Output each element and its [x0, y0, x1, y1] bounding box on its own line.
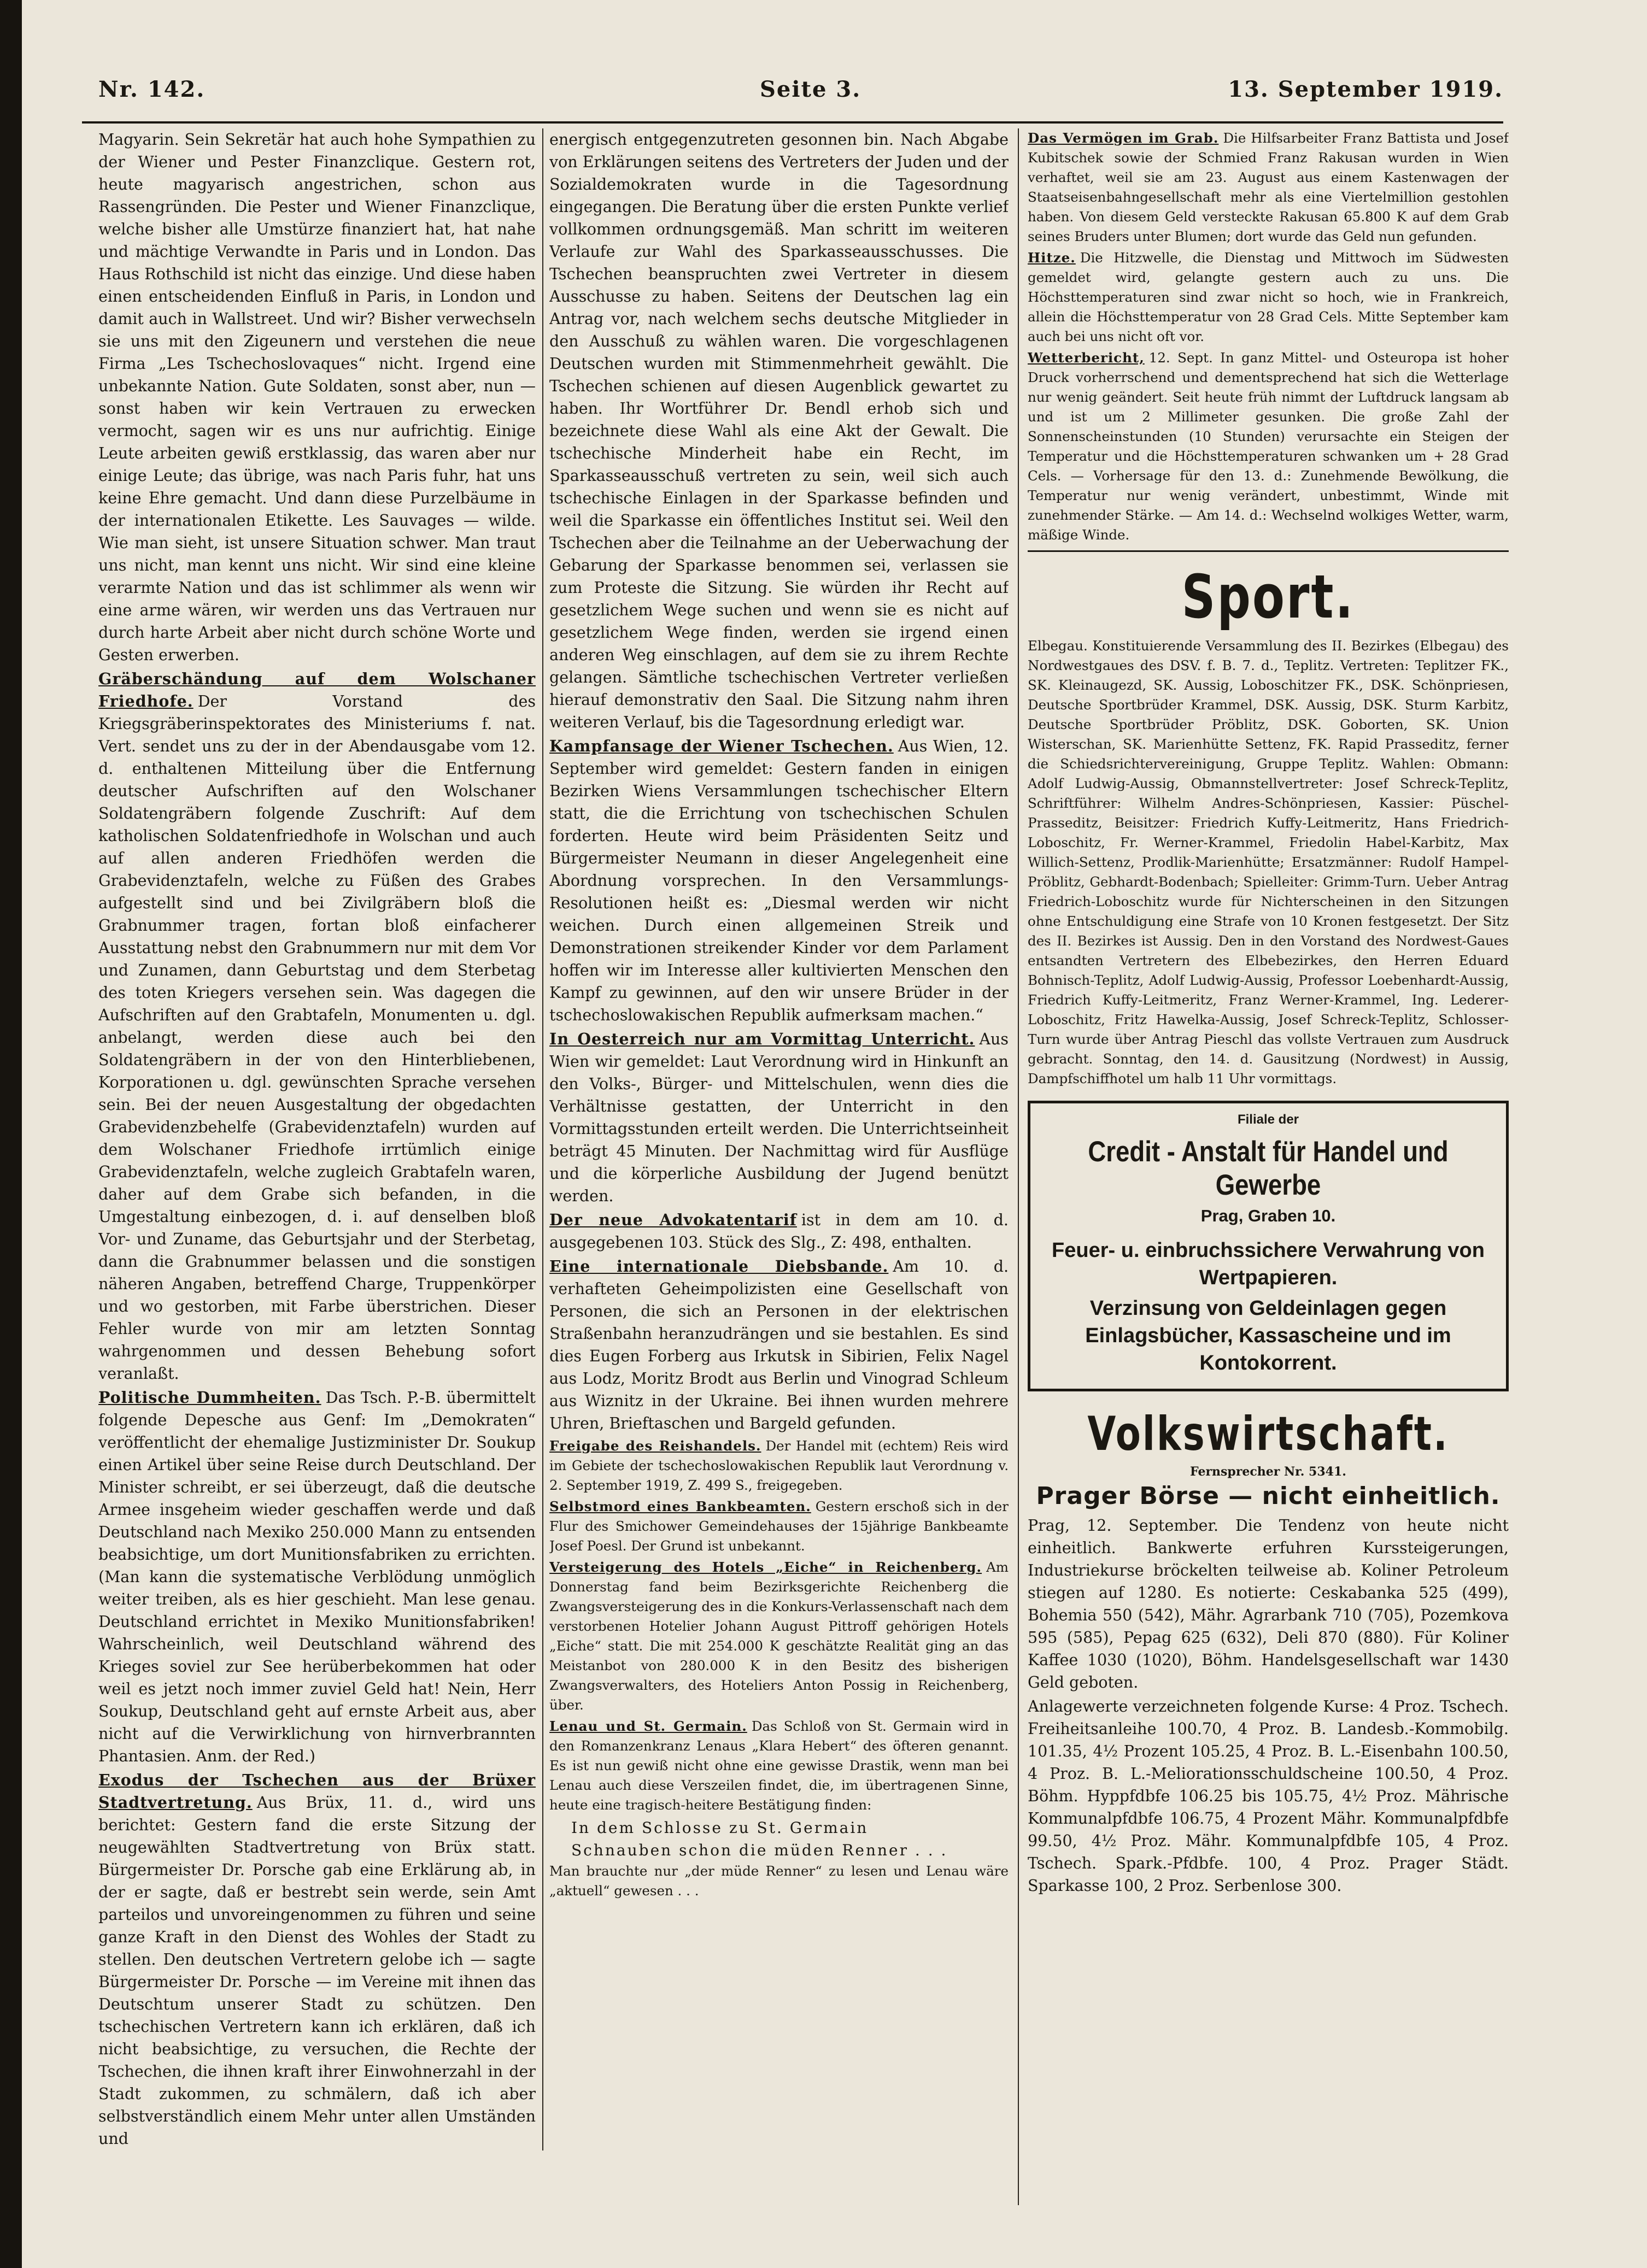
- article: [549, 1255, 1009, 1435]
- article-heading: Eine internationale Diebsbande.: [549, 1257, 889, 1276]
- column-right: [1028, 128, 1509, 2216]
- article-heading: In Oesterreich nur am Vormittag Unterricht.: [549, 1030, 975, 1048]
- article-body: Die Hilfsarbeiter Franz Battista und Josef Kubitschek sowie der Schmied Franz Rakusan wurden in Wien verhaftet, weil sie am 23. August aus einem Kastenwagen der Staatseisenbahngesellschaft mehr als eine Viertelmillion gestohlen haben. Von diesem Geld versteckte Rakusan 65.800 K auf dem Grab seines Bruders unter Blumen; dort wurde das Geld nun gefunden.: [1028, 130, 1509, 244]
- article-body: Am Donnerstag fand beim Bezirksgerichte Reichenberg die Zwangsversteigerung des in die Konkurs-Verlassenschaft nach dem verstorbenen Hotelier Johann August Pittroff gehörigen Hotels „Eiche“ statt. Die mit 254.000 K geschätzte Realität ging an das Meistanbot von 280.000 K in den Besitz des bisherigen Zwangsverwalters, des Hoteliers Anton Possig in Reichenberg, über.: [549, 1559, 1009, 1713]
- article-body: Man brauchte nur „der müde Renner“ zu lesen und Lenau wäre „aktuell“ gewesen . . .: [549, 1863, 1009, 1899]
- issue-date: 13. September 1919.: [1228, 77, 1503, 102]
- page-header: [82, 77, 1503, 115]
- article-heading: Lenau und St. Germain.: [549, 1718, 747, 1734]
- article-body: ist in dem am 10. d. ausgegebenen 103. Stück des Slg., Z: 498, enthalten.: [549, 1211, 1009, 1251]
- ad-service-interest: Verzinsung von Geldeinlagen gegen Einlagsbücher, Kassascheine und im Kontokorrent.: [1085, 1297, 1451, 1374]
- stock-exchange-headline: Prager Börse — nicht einheitlich.: [1036, 1482, 1501, 1510]
- article-heading: Wetterbericht,: [1028, 350, 1145, 366]
- article: [549, 1436, 1009, 1495]
- article: [1028, 348, 1509, 545]
- poem-line: In dem Schlosse zu St. Germain: [571, 1819, 869, 1837]
- article-heading: Selbstmord eines Bankbeamten.: [549, 1499, 811, 1514]
- column-left: [98, 128, 536, 2151]
- article: [549, 128, 1009, 733]
- ad-bank-name: Credit - Anstalt für Handel und Gewerbe: [1088, 1136, 1449, 1201]
- article-body: Das Tsch. P.-B. übermittelt folgende Depesche aus Genf: Im „Demokraten“ veröffentlicht der ehemalige Justizminister Dr. Soukup einen Artikel über seine Reise durch Deutschland. Der Minister schreibt, er sei überzeugt, daß die deutsche Armee insgeheim wieder geschaffen werde und daß Deutschland nach Mexiko 250.000 Mann zu entsenden beabsichtige, um dort Munitionsfabriken zu errichten. (Man kann die systematische Verblödung unmöglich weiter treiben, als es hier geschieht. Man lese genau. Deutschland errichtet in Mexiko Munitionsfabriken! Wahrscheinlich, weil Deutschland während des Krieges soviel zur See herüberbekommen hat oder weil es jetzt noch immer zuviel Geld hat! Nein, Herr Soukup, Deutschland geht auf ernste Arbeit aus, aber nicht auf die Verwirklichung von hirnverbrannten Phantasien. Anm. der Red.): [98, 1389, 536, 1765]
- article-body: Der Vorstand des Kriegsgräberinspektorates des Ministeriums f. nat. Vert. sendet uns zu der in der Abendausgabe vom 12. d. enthaltenen Mitteilung über die Entfernung deutscher Aufschriften auf den Wolschaner Soldatengräbern folgende Zuschrift: Auf dem katholischen Soldatenfriedhofe in Wolschan und auch auf allen anderen Friedhöfen werden die Grabevidenztafeln, welche zu Füßen des Grabes aufgestellt sind und bei Zivilgräbern bloß die Grabnummer tragen, fortan bloß einfacherer Ausstattung nebst den Grabnummern nur mit dem Vor und Zunamen, dann Geburtstag und dem Sterbetag des toten Kriegers versehen sein. Was dagegen die Aufschriften auf den Grabtafeln, Monumenten u. dgl. anbelangt, werden diese auch bei den Soldatengräbern in der von den Hinterbliebenen, Korporationen u. dgl. gewünschten Sprache versehen sein. Bei der neuen Ausgestaltung der obgedachten Grabevidenzbehelfe (Grabevidenztafeln) wurden auf dem Wolschaner Friedhofe irrtümlich einige Grabevidenztafeln, welche zugleich Grabtafeln waren, daher auf dem Grabe sich befanden, in die Umgestaltung einbezogen, d. i. auf denselben bloß Vor- und Zuname, das Geburtsjahr und der Sterbetag, dann die Grabnummer belassen und die sonstigen näheren Angaben, betreffend Charge, Truppenkörper und wo gestorben, mit Farbe überstrichen. Dieser Fehler wurde von mir am letzten Sonntag wahrgenommen und dessen Behebung sofort veranlaßt.: [98, 692, 536, 1383]
- local-news: [1028, 128, 1509, 545]
- column-rule: [542, 128, 543, 2151]
- sport-title: Sport.: [1181, 562, 1355, 632]
- article: [549, 1558, 1009, 1715]
- article-body: Magyarin. Sein Sekretär hat auch hohe Sympathien zu der Wiener und Pester Finanzclique. Gestern rot, heute magyarisch angestrichen, schon aus Rassengründen. Die Pester und Wiener Finanzclique, welche bisher alle Umstürze finanziert hat, hat nahe und mächtige Verwandte in Paris und in London. Das Haus Rothschild ist nicht das einzige. Und diese haben einen entscheidenden Einfluß in Paris, in London und damit auch in Wallstreet. Und wir? Bisher verwechseln sie uns mit den Zigeunern und verstehen die neue Firma „Les Tschechoslovaques“ nicht. Irgend eine unbekannte Nation. Gute Soldaten, sonst aber, nun — sonst haben wir kein Vertrauen zu erwecken vermocht, sagen wir es uns nur aufrichtig. Einige Leute arbeiten gewiß erstklassig, das waren aber nur einige Leute; das übrige, was nach Paris fuhr, hat uns keine Ehre gemacht. Und dann diese Purzelbäume in der internationalen Etikette. Les Sauvages — wilde. Wie man sieht, ist unsere Situation schwer. Man traut uns nicht, man kennt uns nicht. Wir sind eine kleine verarmte Nation und das ist schlimmer als wenn wir eine arme wären, wir werden uns das Vertrauen nur durch harte Arbeit aber nicht durch schöne Worte und Gesten erwerben.: [98, 131, 536, 664]
- article: [549, 1861, 1009, 1901]
- section-rule: [1028, 550, 1509, 552]
- bond-quotes: Anlagewerte verzeichneten folgende Kurse: 4 Proz. Tschech. Freiheitsanleihe 100.70, 4 Proz. B. Landesb.-Kommobilg. 101.35, 4½ Prozent 105.25, 4 Proz. B. L.-Eisenbahn 100.50, 4 Proz. B. L.-Meliorationsschuldscheine 100.50, 4 Proz. Böhm. Hyppfdbfe 106.25 bis 105.75, 4½ Proz. Mährische Kommunalpfdbfe 106.75, 4 Prozent Mähr. Kommunalpfdbfe 99.50, 4½ Proz. Mähr. Kommunalpfdbfe 105, 4 Proz. Tschech. Spark.-Pfdbfe. 100, 4 Proz. Prager Städt. Sparkasse 100, 2 Proz. Serbenlose 300.: [1028, 1697, 1509, 1895]
- issue-number: Nr. 142.: [98, 77, 206, 102]
- article-body: Am 10. d. verhafteten Geheimpolizisten eine Gesellschaft von Personen, die sich an Personen in der elektrischen Straßenbahn heranzudrängen und sie bestahlen. Es sind dies Eugen Forberg aus Irkutsk in Sibirien, Felix Nagel aus Lodz, Moritz Brodt aus Berlin und Vinograd Schleum aus Wiznitz in der Ukraine. Bei ihnen wurden mehrere Uhren, Brieftaschen und Bargeld gefunden.: [549, 1258, 1009, 1432]
- ad-address: Prag, Graben 10.: [1200, 1206, 1336, 1225]
- article-body: Aus Wien, 12. September wird gemeldet: Gestern fanden in einigen Bezirken Wiens Versammlungen tschechischer Eltern statt, die die Errichtung von tschechischen Schulen forderten. Heute wird beim Präsidenten Seitz und Bürgermeister Neumann in dieser Angelegenheit eine Abordnung vorsprechen. In den Versammlungs-Resolutionen heißt es: „Diesmal werden wir nicht weichen. Durch einen allgemeinen Streik und Demonstrationen streikender Kinder vor dem Parlament hoffen wir im Interesse aller kultivierten Menschen den Kampf zu gewinnen, auf den wir unsere Brüder in der tschechoslowakischen Republik aufmerksam machen.“: [549, 737, 1009, 1024]
- article: [98, 128, 536, 666]
- page-number: Seite 3.: [760, 77, 861, 102]
- article-body: Das Schloß von St. Germain wird in den Romanzenkranz Lenaus „Klara Hebert“ des öfteren genannt. Es ist nun gewiß nicht ohne eine gewisse Drastik, wenn man bei Lenau auch diese Verszeilen findet, die, im übertragenen Sinne, heute eine tragisch-heitere Bestätigung finden:: [549, 1718, 1009, 1813]
- article: [98, 1386, 536, 1767]
- article-heading: Der neue Advokatentarif: [549, 1211, 797, 1229]
- article-heading: Politische Dummheiten.: [98, 1388, 321, 1407]
- economy-title: Volkswirtschaft.: [1087, 1407, 1449, 1461]
- article-heading: Exodus der Tschechen aus der Brüxer Stadtvertretung.: [98, 1771, 536, 1812]
- article-heading: Kampfansage der Wiener Tschechen.: [549, 737, 894, 755]
- article: [549, 1497, 1009, 1556]
- article-body: 12. Sept. In ganz Mittel- und Osteuropa ist hoher Druck vorherrschend und dementsprechend hat sich die Wetterlage nur wenig geändert. Seit heute früh nimmt der Luftdruck langsam ab und ist um 2 Millimeter gesunken. Die große Zahl der Sonnenscheinstunden (10 Stunden) verursachte ein Steigen der Temperatur und die Höchsttemperaturen schwanken um + 28 Grad Cels. — Vorhersage für den 13. d.: Zunehmende Bewölkung, die Temperatur nur wenig verändert, unbestimmt, Winde mit zunehmender Stärke. — Am 14. d.: Wechselnd wolkiges Wetter, warm, mäßige Winde.: [1028, 350, 1509, 543]
- header-rule: [82, 121, 1503, 124]
- article-heading: Das Vermögen im Grab.: [1028, 130, 1219, 146]
- bank-advertisement: [1028, 1101, 1509, 1391]
- article-heading: Gräberschändung auf dem Wolschaner Friedhofe.: [98, 669, 536, 710]
- article-body: Die Hitzwelle, die Dienstag und Mittwoch im Südwesten gemeldet wird, gelangte gestern auch zu uns. Die Höchsttemperaturen sind zwar nicht so hoch, wie in Frankreich, allein die Höchsttemperatur von 28 Grad Cels. Mitte September kam auch bei uns nicht oft vor.: [1028, 250, 1509, 344]
- ad-service-safekeeping: Feuer- u. einbruchssichere Verwahrung von Wertpapieren.: [1052, 1239, 1485, 1289]
- article-body: Der Handel mit (echtem) Reis wird im Gebiete der tschechoslowakischen Republik laut Verordnung v. 2. September 1919, Z. 499 S., freigegeben.: [549, 1438, 1009, 1493]
- stock-report: Prag, 12. September. Die Tendenz von heute nicht einheitlich. Bankwerte erfuhren Kurssteigerungen, Industriekurse bröckelten teilweise ab. Koliner Petroleum stiegen auf 1280. Es notierte: Ceskabanka 525 (499), Bohemia 550 (542), Mähr. Agrarbank 710 (705), Pozemkova 595 (585), Pepag 625 (632), Deli 870 (880). Für Koliner Kaffee 1030 (1020), Böhm. Handelsgesellschaft war 1430 Geld geboten.: [1028, 1517, 1509, 1691]
- article: [1028, 128, 1509, 246]
- article-body: Aus Wien wir gemeldet: Laut Verordnung wird in Hinkunft an den Volks-, Bürger- und Mittelschulen, wenn dies die Verhältnisse gestatten, der Unterricht in den Vormittagsstunden erteilt werden. Die Unterrichtseinheit beträgt 45 Minuten. Der Nachmittag wird für Ausflüge und die körperliche Ausbildung der Jugend benützt werden.: [549, 1030, 1009, 1205]
- article-heading: Versteigerung des Hotels „Eiche“ in Reichenberg.: [549, 1559, 982, 1575]
- article: [1028, 248, 1509, 346]
- article: [549, 1028, 1009, 1207]
- article-body: Aus Brüx, 11. d., wird uns berichtet: Gestern fand die erste Sitzung der neugewählten Stadtvertretung von Brüx statt. Bürgermeister Dr. Porsche gab eine Erklärung ab, in der er sagte, daß er bestrebt sein werde, sein Amt parteilos und unvoreingenommen zu führen und seine ganze Kraft in den Dienst des Wohles der Stadt zu stellen. Den deutschen Vertretern gelobe ich — sagte Bürgermeister Dr. Porsche — im Vereine mit ihnen das Deutschtum unserer Stadt zu schützen. Den tschechischen Vertretern kann ich erklären, daß ich nicht beabsichtige, zu versuchen, die Rechte der Tschechen, die ihnen kraft ihrer Einwohnerzahl in der Stadt zukommen, zu schmälern, daß ich aber selbstverständlich einem Mehr unter allen Umständen und: [98, 1794, 536, 2148]
- article-body: Gestern erschoß sich in der Flur des Smichower Gemeindehauses der 15jährige Bankbeamte Josef Poesl. Der Grund ist unbekannt.: [549, 1499, 1009, 1554]
- column-rule: [1018, 128, 1019, 2205]
- article: [549, 1209, 1009, 1254]
- article: [549, 735, 1009, 1026]
- column-middle: [549, 128, 1009, 2019]
- ad-branch: Filiale der: [1237, 1112, 1299, 1127]
- sport-article: Elbegau. Konstituierende Versammlung des II. Bezirkes (Elbegau) des Nordwestgaues des DSV. f. B. 7. d., Teplitz. Vertreten: Teplitzer FK., SK. Kleinaugezd, SK. Aussig, Loboschitzer FK., DSK. Schönpriesen, Deutsche Sportbrüder Krammel, DSK. Aussig, DSK. Sturm Karbitz, Deutsche Sportbrüder Pröblitz, DSK. Goborten, SK. Union Wisterschan, SK. Marienhütte Settenz, FK. Rapid Prasseditz, ferner die Schiedsrichtervereinigung, Gruppe Teplitz. Wahlen: Obmann: Adolf Ludwig-Aussig, Obmannstellvertreter: Josef Schreck-Teplitz, Schriftführer: Wilhelm Andres-Schönpriesen, Kassier: Püschel-Prasseditz, Beisitzer: Friedrich Kuffy-Leitmeritz, Hans Friedrich-Loboschitz, Fr. Werner-Krammel, Friedolin Habel-Karbitz, Max Willich-Settenz, Prodlik-Marienhütte; Ersatzmänner: Rudolf Hampel-Pröblitz, Gebhardt-Bodenbach; Spielleiter: Grimm-Turn. Ueber Antrag Friedrich-Loboschitz wurde für Nichterscheinen in den Sitzungen ohne Entschuldigung eine Strafe von 10 Kronen festgesetzt. Der Sitz des II. Bezirkes ist Aussig. Den in den Vorstand des Nordwest-Gaues entsandten Vertretern des Elbebezirkes, den Herren Eduard Bohnisch-Teplitz, Adolf Ludwig-Aussig, Professor Loebenhardt-Aussig, Friedrich Kuffy-Leitmeritz, Franz Werner-Krammel, Ing. Lederer-Loboschitz, Fritz Hawelka-Aussig, Josef Schreck-Teplitz, Schlosser-Turn wurde über Antrag Pieschl das vollste Vertrauen zum Ausdruck gebracht. Sonntag, den 14. d. Gausitzung (Nordwest) in Aussig, Dampfschiffhotel um halb 11 Uhr vormittags.: [1028, 638, 1509, 1086]
- article-heading: Freigabe des Reishandels.: [549, 1438, 761, 1454]
- article: [98, 1769, 536, 2150]
- article: [549, 1717, 1009, 1815]
- article-body: energisch entgegenzutreten gesonnen bin. Nach Abgabe von Erklärungen seitens des Vertreters der Juden und der Sozialdemokraten wurde in die Tagesordnung eingegangen. Die Beratung über die ersten Punkte verlief vollkommen ordnungsgemäß. Man schritt im weiteren Verlaufe zur Wahl des Sparkasseausschusses. Die Tschechen beanspruchten zwei Vertreter in diesem Ausschusse zu haben. Seitens der Deutschen lag ein Antrag vor, nach welchem sechs deutsche Mitglieder in den Ausschuß zu wählen waren. Die vorgeschlagenen Deutschen wurden mit Stimmenmehrheit gewählt. Die Tschechen schienen auf diesen Augenblick gewartet zu haben. Ihr Wortführer Dr. Bendl erhob sich und bezeichnete diese Wahl als eine Akt der Gewalt. Die tschechische Minderheit habe ein Recht, im Sparkasseausschuß vertreten zu sein, weil sich auch tschechische Einlagen in der Sparkasse befinden und weil die Sparkasse ein öffentliches Institut sei. Weil den Tschechen aber die Teilnahme an der Ueberwachung der Gebarung der Sparkasse benommen sei, verlassen sie zum Proteste die Sitzung. Sie würden ihr Recht auf gesetzlichem Wege suchen und wenn sie es nicht auf gesetzlichem Wege finden, werden sie irgend einen anderen Weg einschlagen, auf dem sie zu ihrem Rechte gelangen. Sämtliche tschechischen Vertreter verließen hierauf demonstrativ den Saal. Die Sitzung nahm ihren weiteren Verlauf, bis die Tagesordnung erledigt war.: [549, 131, 1009, 731]
- binding-edge: [0, 0, 22, 2268]
- economy-phone: Fernsprecher Nr. 5341.: [1190, 1465, 1346, 1479]
- article: [98, 668, 536, 1385]
- article-heading: Hitze.: [1028, 250, 1076, 266]
- poem-line: Schnauben schon die müden Renner . . .: [571, 1841, 948, 1859]
